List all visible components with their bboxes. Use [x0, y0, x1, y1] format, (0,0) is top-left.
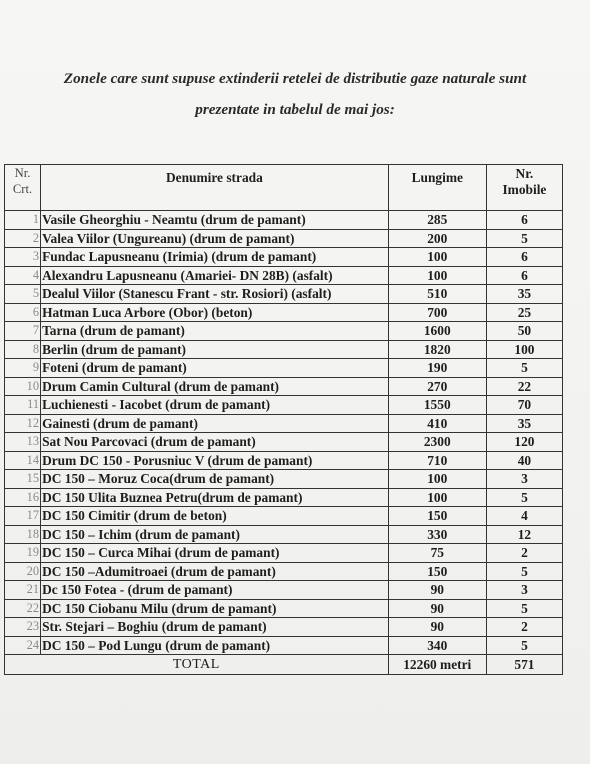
row-number: 21 [5, 581, 41, 600]
street-length: 150 [388, 562, 486, 581]
row-number: 15 [5, 470, 41, 489]
imobile-count: 40 [486, 451, 562, 470]
imobile-count: 50 [486, 322, 562, 341]
imobile-count: 6 [486, 211, 562, 230]
street-name: DC 150 – Pod Lungu (drum de pamant) [41, 636, 389, 655]
intro-line-1: Zonele care sunt supuse extinderii retelei de distributie gaze naturale sunt [63, 70, 527, 87]
row-number: 5 [5, 285, 41, 304]
row-number: 20 [5, 562, 41, 581]
street-length: 340 [388, 636, 486, 655]
street-name: Hatman Luca Arbore (Obor) (beton) [41, 303, 389, 322]
row-number: 14 [5, 451, 41, 470]
street-length: 710 [388, 451, 486, 470]
street-length: 100 [388, 470, 486, 489]
table-row [5, 322, 563, 341]
table-row [5, 544, 563, 563]
street-name: Sat Nou Parcovaci (drum de pamant) [41, 433, 389, 452]
imobile-count: 5 [486, 599, 562, 618]
street-name: Berlin (drum de pamant) [41, 340, 389, 359]
street-name: Vasile Gheorghiu - Neamtu (drum de pamant) [41, 211, 389, 230]
imobile-count: 5 [486, 488, 562, 507]
imobile-count: 5 [486, 359, 562, 378]
header-denumire-strada: Denumire strada [41, 165, 389, 211]
imobile-count: 6 [486, 266, 562, 285]
street-name: Drum Camin Cultural (drum de pamant) [41, 377, 389, 396]
row-number: 7 [5, 322, 41, 341]
table-row [5, 581, 563, 600]
street-name: DC 150 Ciobanu Milu (drum de pamant) [41, 599, 389, 618]
table-row [5, 266, 563, 285]
street-name: Gainesti (drum de pamant) [41, 414, 389, 433]
row-number: 9 [5, 359, 41, 378]
table-row [5, 451, 563, 470]
street-name: Luchienesti - Iacobet (drum de pamant) [41, 396, 389, 415]
street-name: Foteni (drum de pamant) [41, 359, 389, 378]
table-row [5, 470, 563, 489]
street-length: 90 [388, 618, 486, 637]
imobile-count: 25 [486, 303, 562, 322]
table-row [5, 507, 563, 526]
imobile-count: 35 [486, 285, 562, 304]
street-name: Alexandru Lapusneanu (Amariei- DN 28B) (asfalt) [41, 266, 389, 285]
row-number: 4 [5, 266, 41, 285]
street-length: 150 [388, 507, 486, 526]
table-row [5, 248, 563, 267]
intro-paragraph [20, 66, 570, 123]
street-length: 190 [388, 359, 486, 378]
street-length: 200 [388, 229, 486, 248]
table-row [5, 396, 563, 415]
header-nr-line1: Nr. [14, 166, 31, 180]
street-length: 1550 [388, 396, 486, 415]
row-number: 22 [5, 599, 41, 618]
street-name: Valea Viilor (Ungureanu) (drum de pamant) [41, 229, 389, 248]
total-row [5, 655, 563, 675]
street-length: 700 [388, 303, 486, 322]
row-number: 1 [5, 211, 41, 230]
imobile-count: 120 [486, 433, 562, 452]
table-row [5, 285, 563, 304]
table-row [5, 377, 563, 396]
imobile-count: 5 [486, 229, 562, 248]
street-length: 410 [388, 414, 486, 433]
row-number: 17 [5, 507, 41, 526]
table-row [5, 618, 563, 637]
table-row [5, 229, 563, 248]
imobile-count: 3 [486, 470, 562, 489]
row-number: 18 [5, 525, 41, 544]
street-length: 285 [388, 211, 486, 230]
imobile-count: 2 [486, 544, 562, 563]
street-name: DC 150 – Moruz Coca(drum de pamant) [41, 470, 389, 489]
header-imobile-line1: Nr. [515, 166, 534, 181]
imobile-count: 2 [486, 618, 562, 637]
street-length: 510 [388, 285, 486, 304]
street-name: DC 150 Cimitir (drum de beton) [41, 507, 389, 526]
table-header-row [5, 165, 563, 211]
street-length: 270 [388, 377, 486, 396]
street-name: Fundac Lapusneanu (Irimia) (drum de pamant) [41, 248, 389, 267]
street-name: DC 150 – Ichim (drum de pamant) [41, 525, 389, 544]
header-imobile-line2: Imobile [502, 182, 547, 197]
table-row [5, 599, 563, 618]
imobile-count: 12 [486, 525, 562, 544]
street-length: 100 [388, 488, 486, 507]
row-number: 12 [5, 414, 41, 433]
street-name: DC 150 – Curca Mihai (drum de pamant) [41, 544, 389, 563]
total-label: TOTAL [5, 655, 389, 675]
table-body [5, 211, 563, 655]
street-length: 330 [388, 525, 486, 544]
street-length: 1820 [388, 340, 486, 359]
table-row [5, 359, 563, 378]
street-length: 90 [388, 581, 486, 600]
street-length: 75 [388, 544, 486, 563]
street-name: Str. Stejari – Boghiu (drum de pamant) [41, 618, 389, 637]
table-row [5, 211, 563, 230]
table-row [5, 562, 563, 581]
header-nr-crt [5, 165, 41, 211]
row-number: 23 [5, 618, 41, 637]
imobile-count: 100 [486, 340, 562, 359]
street-length: 2300 [388, 433, 486, 452]
header-nr-line2: Crt. [12, 182, 33, 196]
table-row [5, 340, 563, 359]
imobile-count: 35 [486, 414, 562, 433]
header-lungime: Lungime [388, 165, 486, 211]
imobile-count: 22 [486, 377, 562, 396]
street-name: Tarna (drum de pamant) [41, 322, 389, 341]
street-name: Dc 150 Fotea - (drum de pamant) [41, 581, 389, 600]
row-number: 13 [5, 433, 41, 452]
table-row [5, 636, 563, 655]
street-length: 1600 [388, 322, 486, 341]
total-imobile: 571 [486, 655, 562, 675]
imobile-count: 5 [486, 636, 562, 655]
imobile-count: 4 [486, 507, 562, 526]
imobile-count: 70 [486, 396, 562, 415]
street-name: DC 150 –Adumitroaei (drum de pamant) [41, 562, 389, 581]
intro-line-2: prezentate in tabelul de mai jos: [195, 101, 395, 118]
table-row [5, 433, 563, 452]
imobile-count: 5 [486, 562, 562, 581]
street-name: Dealul Viilor (Stanescu Frant - str. Rosiori) (asfalt) [41, 285, 389, 304]
street-length: 90 [388, 599, 486, 618]
table-row [5, 488, 563, 507]
header-nr-imobile [486, 165, 562, 211]
row-number: 10 [5, 377, 41, 396]
imobile-count: 3 [486, 581, 562, 600]
street-length: 100 [388, 266, 486, 285]
total-length: 12260 metri [388, 655, 486, 675]
row-number: 11 [5, 396, 41, 415]
table-row [5, 525, 563, 544]
table-row [5, 303, 563, 322]
row-number: 16 [5, 488, 41, 507]
street-length: 100 [388, 248, 486, 267]
row-number: 3 [5, 248, 41, 267]
row-number: 19 [5, 544, 41, 563]
row-number: 6 [5, 303, 41, 322]
row-number: 8 [5, 340, 41, 359]
row-number: 2 [5, 229, 41, 248]
street-name: DC 150 Ulita Buznea Petru(drum de pamant) [41, 488, 389, 507]
row-number: 24 [5, 636, 41, 655]
table-row [5, 414, 563, 433]
street-name: Drum DC 150 - Porusniuc V (drum de pamant) [41, 451, 389, 470]
imobile-count: 6 [486, 248, 562, 267]
streets-table [4, 164, 563, 675]
